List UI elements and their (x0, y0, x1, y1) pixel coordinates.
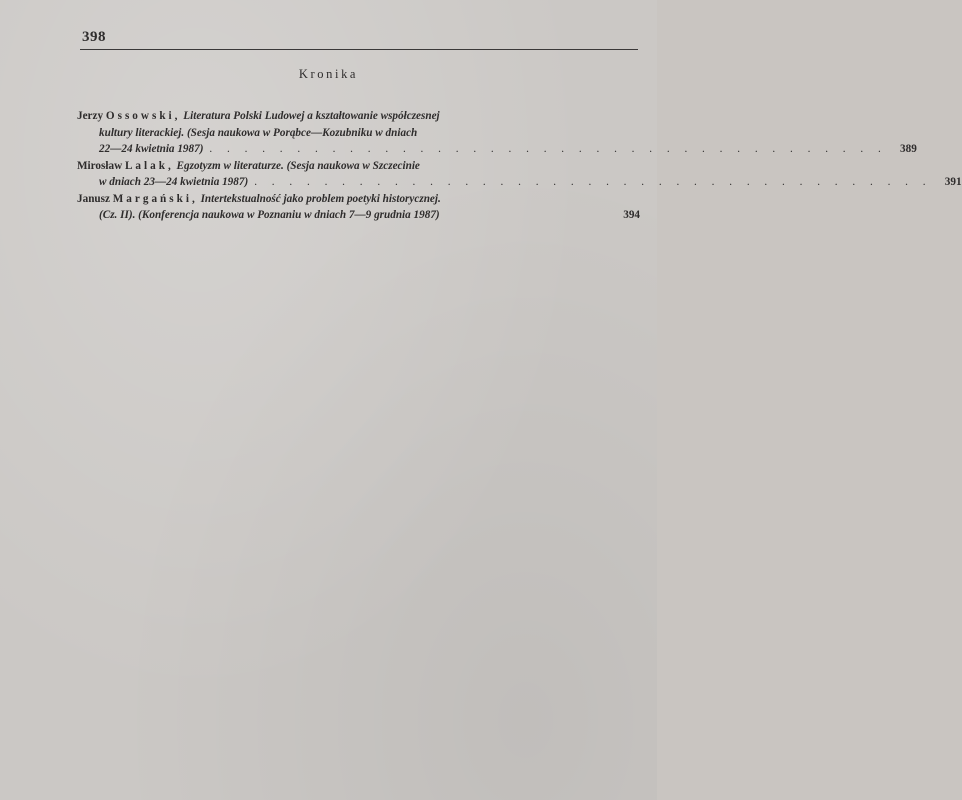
table-of-contents (77, 108, 962, 224)
toc-entry (77, 191, 640, 224)
entry-page-number: 394 (623, 209, 640, 221)
section-title: Kronika (298, 67, 359, 81)
toc-entry (77, 108, 917, 158)
entry-title: Egzotyzm w literaturze. (Sesja naukowa w Szczecinie (176, 159, 420, 172)
dot-leader: . . . . . . . . . . . . . . . . . . . . . . . . . . . . . . . . . . . . . . . (209, 143, 887, 155)
author-last-name: Margański, (112, 192, 198, 205)
entry-title-continued: 22—24 kwietnia 1987) (99, 143, 204, 155)
header-rule (80, 49, 638, 50)
dot-leader: . . . . . . . . . . . . . . . . . . . . . . . . . . . . . . . . . . . . . . . (254, 176, 932, 188)
author-first-name: Mirosław (77, 159, 123, 172)
entry-title-continued: w dniach 23—24 kwietnia 1987) (99, 176, 249, 188)
toc-entry (77, 158, 962, 191)
author-first-name: Jerzy (77, 110, 104, 122)
entry-title-continued: kultury literackiej. (Sesja naukowa w Porąbce—Kozubniku w dniach (99, 126, 418, 139)
entry-page-number: 391 (944, 176, 962, 188)
entry-title: Literatura Polski Ludowej a kształtowanie współczesnej (183, 110, 440, 122)
author-last-name: Ossowski, (105, 110, 181, 122)
entry-title: Intertekstualność jako problem poetyki historycznej. (200, 192, 441, 205)
author-last-name: Lalak, (124, 159, 174, 172)
author-first-name: Janusz (77, 192, 110, 205)
entry-title-continued: (Cz. II). (Konferencja naukowa w Poznaniu w dniach 7—9 grudnia 1987) (99, 209, 440, 221)
page-number: 398 (82, 29, 106, 45)
entry-page-number: 389 (900, 143, 917, 155)
